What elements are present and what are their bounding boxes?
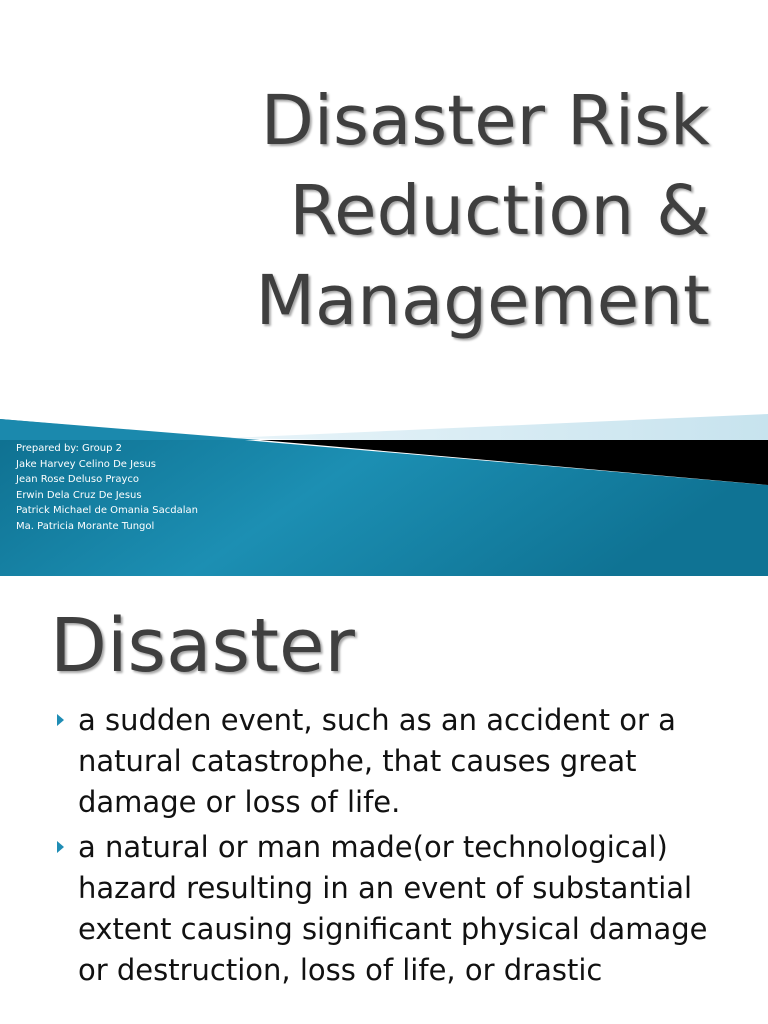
bullet-item bbox=[0, 700, 768, 823]
light-streak bbox=[230, 414, 768, 440]
bullet-text: a sudden event, such as an accident or a natural catastrophe, that causes great damage or loss of life. bbox=[78, 703, 676, 819]
credits-line: Ma. Patricia Morante Tungol bbox=[16, 520, 155, 532]
definition-slide bbox=[0, 576, 768, 1024]
credits-block bbox=[16, 441, 198, 534]
bullet-arrow-icon bbox=[57, 841, 64, 853]
credits-line: Patrick Michael de Omania Sacdalan bbox=[16, 505, 199, 516]
slide-title bbox=[10, 76, 710, 346]
title-line: Disaster Risk bbox=[260, 81, 710, 161]
title-line: Reduction & bbox=[289, 171, 710, 251]
slide-heading: Disaster bbox=[50, 603, 355, 689]
bullet-item bbox=[0, 827, 768, 991]
credits-line: Jean Rose Deluso Prayco bbox=[16, 474, 140, 485]
credits-line: Prepared by: Group 2 bbox=[16, 443, 123, 454]
title-line: Management bbox=[255, 261, 710, 341]
credits-line: Erwin Dela Cruz De Jesus bbox=[16, 489, 142, 501]
teal-wedge bbox=[0, 419, 260, 440]
bullet-text: a natural or man made(or technological) hazard resulting in an event of substantial extent causing significant physical damage or destruction, loss of life, or drastic bbox=[78, 830, 708, 987]
credits-line: Jake Harvey Celino De Jesus bbox=[16, 458, 156, 470]
bullet-arrow-icon bbox=[57, 714, 64, 726]
bullet-list bbox=[0, 700, 768, 995]
